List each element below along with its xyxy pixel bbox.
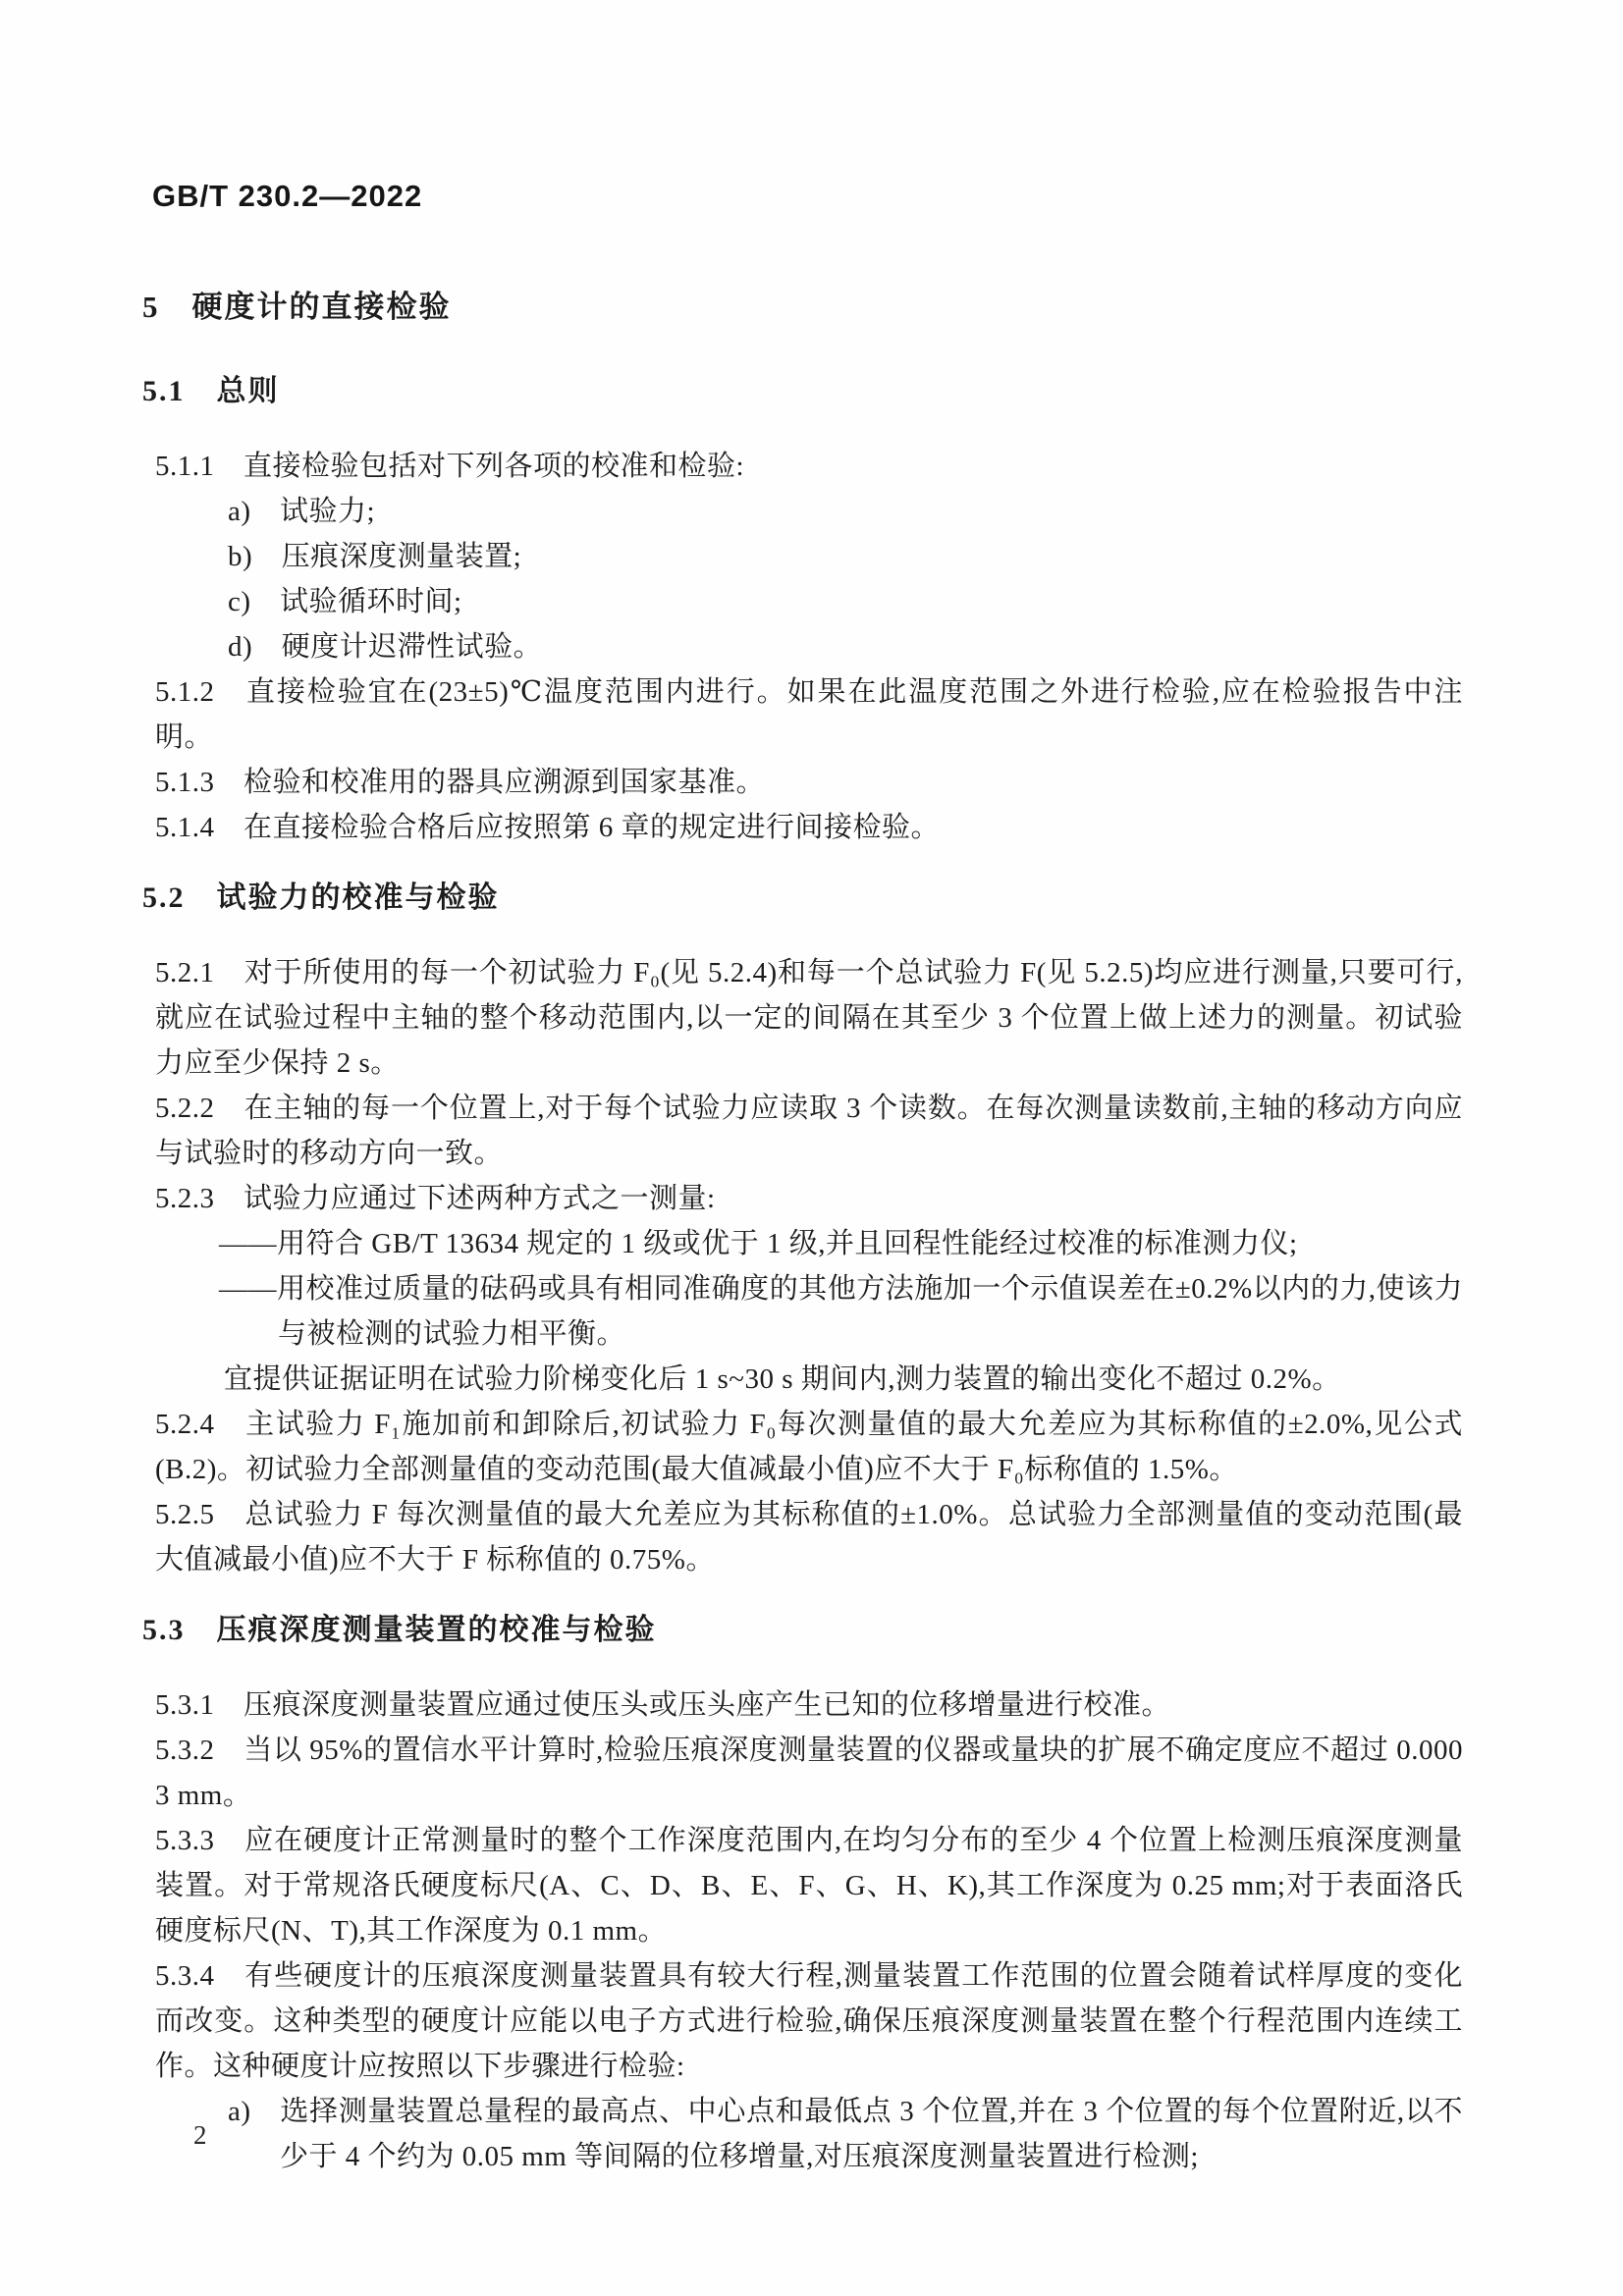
clause-5-2-3: 5.2.3 试验力应通过下述两种方式之一测量: xyxy=(155,1183,716,1214)
clause-5-1-2: 5.1.2 直接检验宜在(23±5)℃温度范围内进行。如果在此温度范围之外进行检验,应在检验报告中注明。 xyxy=(155,676,1463,753)
list-item-d: d) 硬度计迟滞性试验。 xyxy=(228,631,543,663)
section-5-3-heading: 5.3 压痕深度测量装置的校准与检验 xyxy=(142,1614,657,1646)
list-item-a-5-3-4: a) 选择测量装置总量程的最高点、中心点和最低点 3 个位置,并在 3 个位置的每个位置附近,以不少于 4 个约为 0.05 mm 等间隔的位移增量,对压痕深度测量装置进行检测; xyxy=(228,2096,1463,2172)
clause-5-2-2: 5.2.2 在主轴的每一个位置上,对于每个试验力应读取 3 个读数。在每次测量读数前,主轴的移动方向应与试验时的移动方向一致。 xyxy=(155,1093,1463,1169)
dash-item-1: ——用符合 GB/T 13634 规定的 1 级或优于 1 级,并且回程性能经过校准的标准测力仪; xyxy=(219,1228,1298,1259)
clause-5-3-2: 5.3.2 当以 95%的置信水平计算时,检验压痕深度测量装置的仪器或量块的扩展不确定度应不超过 0.000 3 mm。 xyxy=(155,1735,1463,1811)
clause-5-1-1: 5.1.1 直接检验包括对下列各项的校准和检验: xyxy=(155,451,745,482)
dash-item-2: ——用校准过质量的砝码或具有相同准确度的其他方法施加一个示值误差在±0.2%以内的力,使该力与被检测的试验力相平衡。 xyxy=(219,1273,1463,1350)
clause-5-2-4: 5.2.4 主试验力 F₁施加前和卸除后,初试验力 F₀每次测量值的最大允差应为其标称值的±2.0%,见公式(B.2)。初试验力全部测量值的变动范围(最大值减最小值)应不大于 F₀标称值的 1.5%。 xyxy=(155,1409,1463,1485)
standard-number: GB/T 230.2—2022 xyxy=(152,179,423,213)
list-item-a: a) 试验力; xyxy=(228,496,376,527)
clause-5-3-4: 5.3.4 有些硬度计的压痕深度测量装置具有较大行程,测量装置工作范围的位置会随着试样厚度的变化而改变。这种类型的硬度计应能以电子方式进行检验,确保压痕深度测量装置在整个行程范围内连续工作。这种硬度计应按照以下步骤进行检验: xyxy=(155,1960,1463,2082)
document-body xyxy=(142,285,1463,2179)
clause-5-2-5: 5.2.5 总试验力 F 每次测量值的最大允差应为其标称值的±1.0%。总试验力全部测量值的变动范围(最大值减最小值)应不大于 F 标称值的 0.75%。 xyxy=(155,1499,1463,1575)
note-paragraph: 宜提供证据证明在试验力阶梯变化后 1 s~30 s 期间内,测力装置的输出变化不超过 0.2%。 xyxy=(224,1363,1341,1395)
section-5-heading: 5 硬度计的直接检验 xyxy=(142,290,452,324)
clause-5-2-1: 5.2.1 对于所使用的每一个初试验力 F₀(见 5.2.4)和每一个总试验力 F(见 5.2.5)均应进行测量,只要可行,就应在试验过程中主轴的整个移动范围内,以一定的间隔在其至少 3 个位置上做上述力的测量。初试验力应至少保持 2 s。 xyxy=(155,957,1463,1079)
clause-5-3-1: 5.3.1 压痕深度测量装置应通过使压头或压头座产生已知的位移增量进行校准。 xyxy=(155,1689,1171,1721)
section-5-1-heading: 5.1 总则 xyxy=(142,375,280,407)
clause-5-3-3: 5.3.3 应在硬度计正常测量时的整个工作深度范围内,在均匀分布的至少 4 个位置上检测压痕深度测量装置。对于常规洛氏硬度标尺(A、C、D、B、E、F、G、H、K),其工作深度为 0.25 mm;对于表面洛氏硬度标尺(N、T),其工作深度为 0.1 mm。 xyxy=(155,1825,1463,1947)
section-5-2-heading: 5.2 试验力的校准与检验 xyxy=(142,881,500,914)
list-item-c: c) 试验循环时间; xyxy=(228,586,462,617)
clause-5-1-3: 5.1.3 检验和校准用的器具应溯源到国家基准。 xyxy=(155,767,766,798)
list-item-b: b) 压痕深度测量装置; xyxy=(228,541,522,572)
page-number: 2 xyxy=(193,2120,207,2150)
clause-5-1-4: 5.1.4 在直接检验合格后应按照第 6 章的规定进行间接检验。 xyxy=(155,812,941,843)
